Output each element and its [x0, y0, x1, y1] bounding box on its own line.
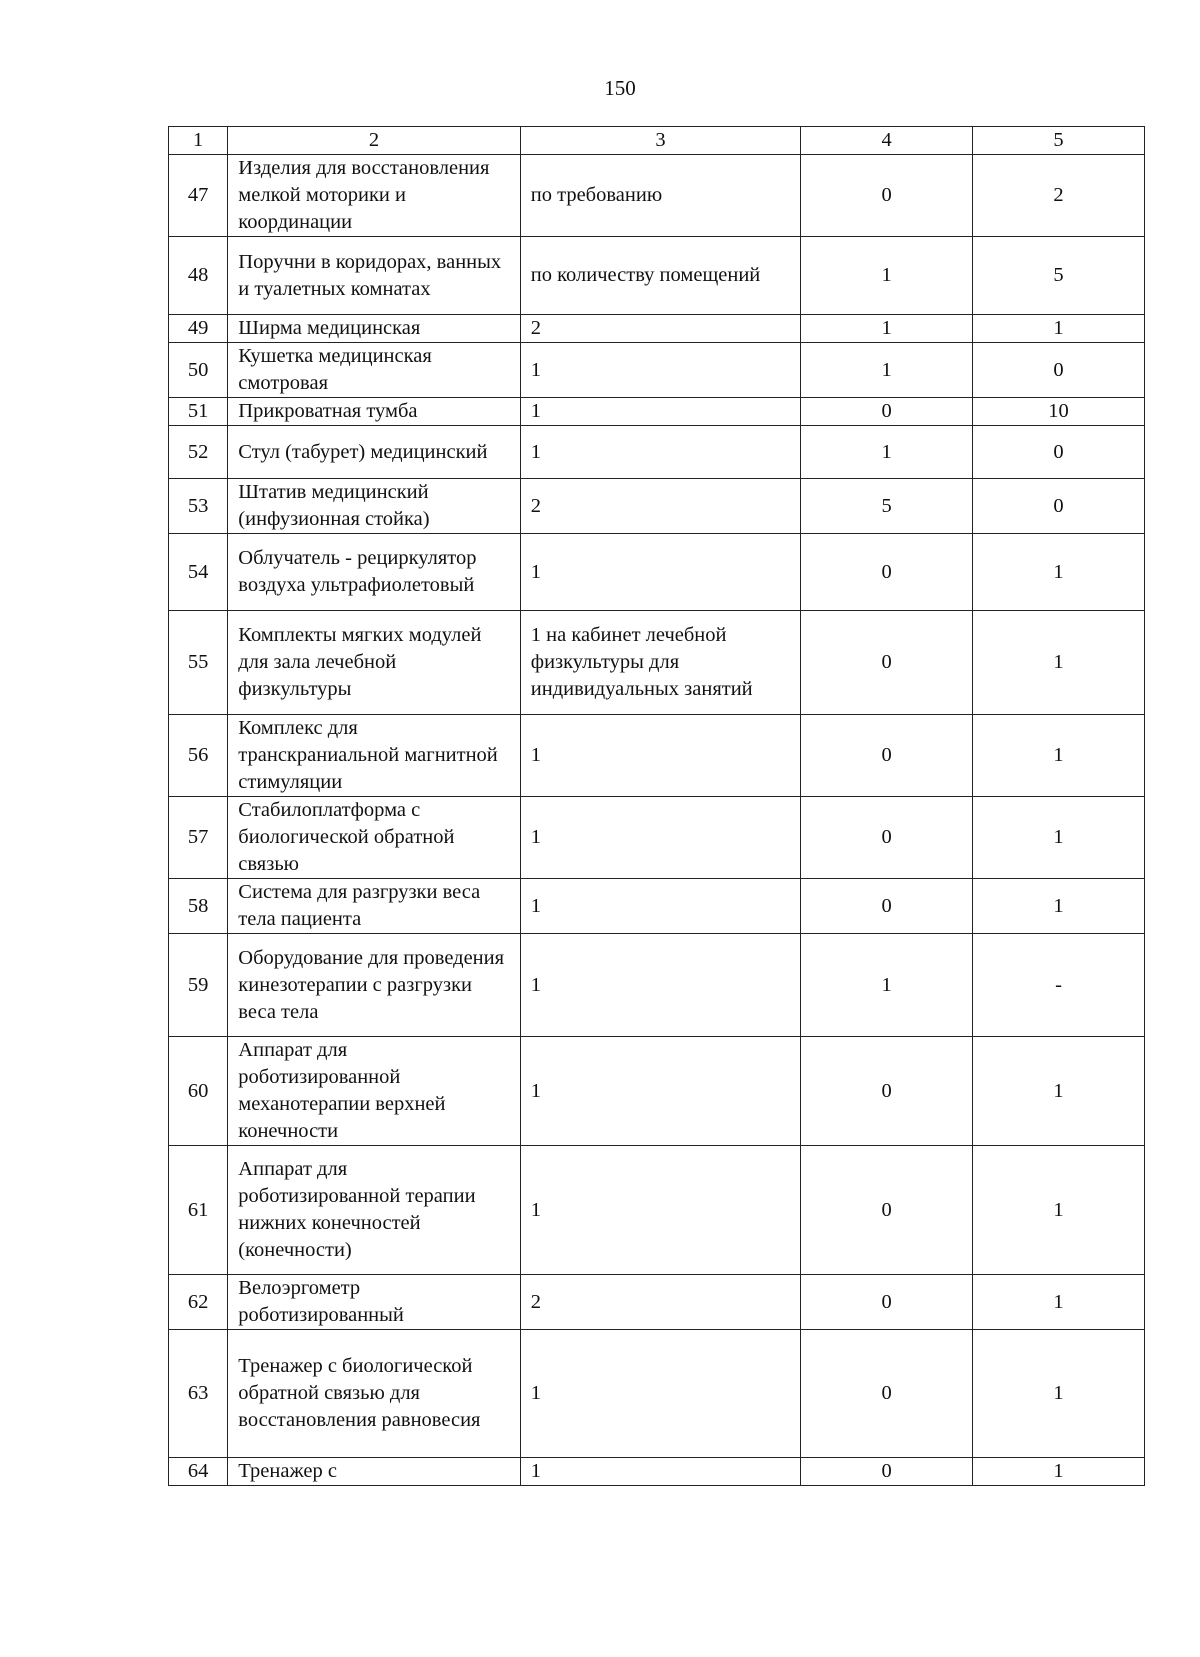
required-quantity: 1: [520, 1037, 800, 1146]
row-number: 63: [169, 1330, 228, 1458]
table-row: [169, 715, 1145, 797]
required-quantity: 1: [520, 534, 800, 611]
column-5-value: 1: [973, 315, 1145, 343]
column-5-value: 1: [973, 715, 1145, 797]
column-4-value: 0: [801, 398, 973, 426]
equipment-name: Кушетка медицинская смотровая: [228, 343, 520, 398]
header-col-1: 1: [169, 127, 228, 155]
column-5-value: 5: [973, 237, 1145, 315]
column-4-value: 0: [801, 1330, 973, 1458]
row-number: 54: [169, 534, 228, 611]
required-quantity: 1: [520, 1146, 800, 1275]
column-4-value: 0: [801, 1458, 973, 1486]
row-number: 52: [169, 426, 228, 479]
required-quantity: 1: [520, 715, 800, 797]
table-row: [169, 426, 1145, 479]
header-col-4: 4: [801, 127, 973, 155]
column-5-value: 0: [973, 426, 1145, 479]
column-4-value: 1: [801, 934, 973, 1037]
column-5-value: 1: [973, 611, 1145, 715]
table-row: [169, 934, 1145, 1037]
table-row: [169, 315, 1145, 343]
table-row: [169, 398, 1145, 426]
row-number: 47: [169, 155, 228, 237]
column-5-value: -: [973, 934, 1145, 1037]
column-4-value: 1: [801, 237, 973, 315]
column-5-value: 1: [973, 879, 1145, 934]
equipment-name: Комплекты мягких модулей для зала лечебной физкультуры: [228, 611, 520, 715]
table-header-row: [169, 127, 1145, 155]
table-row: [169, 1037, 1145, 1146]
header-col-2: 2: [228, 127, 520, 155]
equipment-name: Штатив медицинский (инфузионная стойка): [228, 479, 520, 534]
row-number: 49: [169, 315, 228, 343]
column-5-value: 0: [973, 343, 1145, 398]
equipment-name: Оборудование для проведения кинезотерапии с разгрузки веса тела: [228, 934, 520, 1037]
row-number: 59: [169, 934, 228, 1037]
column-4-value: 1: [801, 426, 973, 479]
row-number: 58: [169, 879, 228, 934]
column-4-value: 1: [801, 315, 973, 343]
required-quantity: по количеству помещений: [520, 237, 800, 315]
row-number: 56: [169, 715, 228, 797]
required-quantity: 1 на кабинет лечебной физкультуры для индивидуальных занятий: [520, 611, 800, 715]
column-4-value: 0: [801, 611, 973, 715]
table-row: [169, 155, 1145, 237]
table-row: [169, 479, 1145, 534]
table-row: [169, 1146, 1145, 1275]
table-row: [169, 343, 1145, 398]
row-number: 55: [169, 611, 228, 715]
equipment-name: Поручни в коридорах, ванных и туалетных комнатах: [228, 237, 520, 315]
row-number: 61: [169, 1146, 228, 1275]
page-number: 150: [604, 76, 636, 100]
row-number: 60: [169, 1037, 228, 1146]
required-quantity: 2: [520, 479, 800, 534]
row-number: 50: [169, 343, 228, 398]
row-number: 51: [169, 398, 228, 426]
column-4-value: 1: [801, 343, 973, 398]
equipment-name: Прикроватная тумба: [228, 398, 520, 426]
equipment-name: Стабилоплатформа с биологической обратной связью: [228, 797, 520, 879]
equipment-name: Велоэргометр роботизированный: [228, 1275, 520, 1330]
column-4-value: 0: [801, 534, 973, 611]
column-5-value: 1: [973, 1037, 1145, 1146]
column-5-value: 1: [973, 1458, 1145, 1486]
table-row: [169, 1330, 1145, 1458]
equipment-table: [168, 126, 1145, 1486]
required-quantity: 2: [520, 1275, 800, 1330]
equipment-name: Ширма медицинская: [228, 315, 520, 343]
header-col-5: 5: [973, 127, 1145, 155]
column-4-value: 5: [801, 479, 973, 534]
required-quantity: 1: [520, 343, 800, 398]
table-row: [169, 879, 1145, 934]
table-row: [169, 797, 1145, 879]
column-4-value: 0: [801, 879, 973, 934]
required-quantity: 1: [520, 1458, 800, 1486]
header-col-3: 3: [520, 127, 800, 155]
required-quantity: 1: [520, 879, 800, 934]
row-number: 62: [169, 1275, 228, 1330]
column-5-value: 1: [973, 1330, 1145, 1458]
table-row: [169, 1458, 1145, 1486]
required-quantity: 1: [520, 426, 800, 479]
column-5-value: 2: [973, 155, 1145, 237]
required-quantity: по требованию: [520, 155, 800, 237]
required-quantity: 1: [520, 1330, 800, 1458]
column-4-value: 0: [801, 715, 973, 797]
table-row: [169, 534, 1145, 611]
equipment-name: Стул (табурет) медицинский: [228, 426, 520, 479]
table-row: [169, 237, 1145, 315]
required-quantity: 1: [520, 797, 800, 879]
column-5-value: 0: [973, 479, 1145, 534]
column-5-value: 10: [973, 398, 1145, 426]
column-4-value: 0: [801, 1275, 973, 1330]
equipment-name: Изделия для восстановления мелкой моторики и координации: [228, 155, 520, 237]
column-5-value: 1: [973, 797, 1145, 879]
table-row: [169, 611, 1145, 715]
row-number: 64: [169, 1458, 228, 1486]
column-5-value: 1: [973, 534, 1145, 611]
equipment-name: Облучатель - рециркулятор воздуха ультрафиолетовый: [228, 534, 520, 611]
row-number: 53: [169, 479, 228, 534]
equipment-name: Комплекс для транскраниальной магнитной стимуляции: [228, 715, 520, 797]
required-quantity: 2: [520, 315, 800, 343]
column-4-value: 0: [801, 155, 973, 237]
column-5-value: 1: [973, 1146, 1145, 1275]
equipment-name: Тренажер с: [228, 1458, 520, 1486]
column-4-value: 0: [801, 1037, 973, 1146]
column-5-value: 1: [973, 1275, 1145, 1330]
required-quantity: 1: [520, 398, 800, 426]
column-4-value: 0: [801, 1146, 973, 1275]
equipment-name: Аппарат для роботизированной терапии нижних конечностей (конечности): [228, 1146, 520, 1275]
equipment-name: Аппарат для роботизированной механотерапии верхней конечности: [228, 1037, 520, 1146]
row-number: 48: [169, 237, 228, 315]
equipment-name: Тренажер с биологической обратной связью для восстановления равновесия: [228, 1330, 520, 1458]
required-quantity: 1: [520, 934, 800, 1037]
row-number: 57: [169, 797, 228, 879]
equipment-name: Система для разгрузки веса тела пациента: [228, 879, 520, 934]
column-4-value: 0: [801, 797, 973, 879]
table-row: [169, 1275, 1145, 1330]
